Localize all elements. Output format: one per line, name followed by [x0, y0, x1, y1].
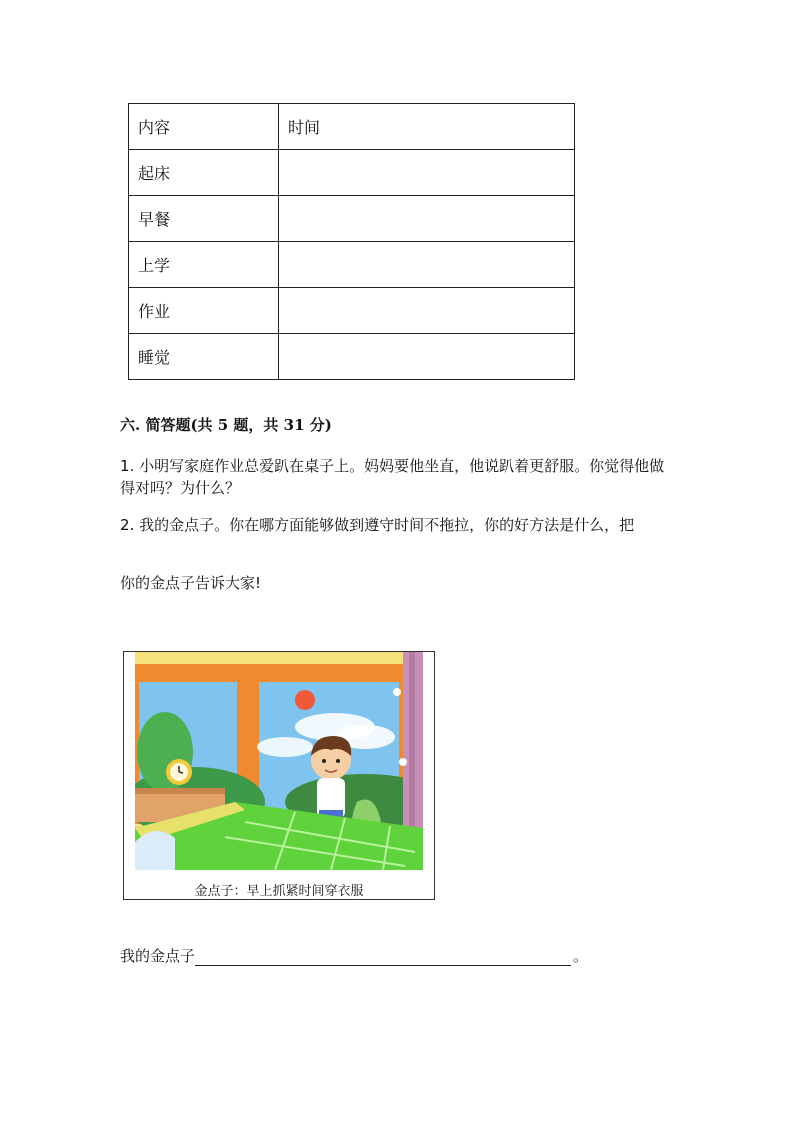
question-2-line-2: 你的金点子告诉大家!	[120, 574, 262, 592]
row-time-cell[interactable]	[279, 334, 575, 380]
row-activity: 睡觉	[129, 334, 279, 380]
row-activity: 早餐	[129, 196, 279, 242]
row-activity: 上学	[129, 242, 279, 288]
row-activity: 起床	[129, 150, 279, 196]
row-time-cell[interactable]	[279, 242, 575, 288]
table-row	[129, 288, 575, 334]
question-1: 1. 小明写家庭作业总爱趴在桌子上。妈妈要他坐直，他说趴着更舒服。你觉得他做得对吗？为什么？	[120, 457, 665, 497]
row-activity: 作业	[129, 288, 279, 334]
header-time: 时间	[279, 104, 575, 150]
sun-icon	[295, 690, 315, 710]
table-row	[129, 242, 575, 288]
schedule-table	[128, 103, 575, 380]
answer-blank-field[interactable]	[195, 947, 571, 966]
table-row	[129, 196, 575, 242]
table-row	[129, 150, 575, 196]
bedroom-illustration	[135, 652, 423, 870]
answer-line-row	[120, 945, 588, 966]
header-content: 内容	[129, 104, 279, 150]
table-row	[129, 334, 575, 380]
question-2-line-1: 2. 我的金点子。你在哪方面能够做到遵守时间不拖拉，你的好方法是什么，把	[120, 516, 635, 534]
table-header-row	[129, 104, 575, 150]
answer-end-punct: 。	[573, 947, 589, 965]
figure-caption: 金点子：早上抓紧时间穿衣服	[194, 884, 364, 899]
row-time-cell[interactable]	[279, 288, 575, 334]
row-time-cell[interactable]	[279, 196, 575, 242]
answer-label: 我的金点子	[120, 947, 196, 965]
row-time-cell[interactable]	[279, 150, 575, 196]
section-title: 六. 简答题(共 5 题，共 31 分)	[120, 416, 332, 434]
illustration-figure	[123, 651, 435, 900]
